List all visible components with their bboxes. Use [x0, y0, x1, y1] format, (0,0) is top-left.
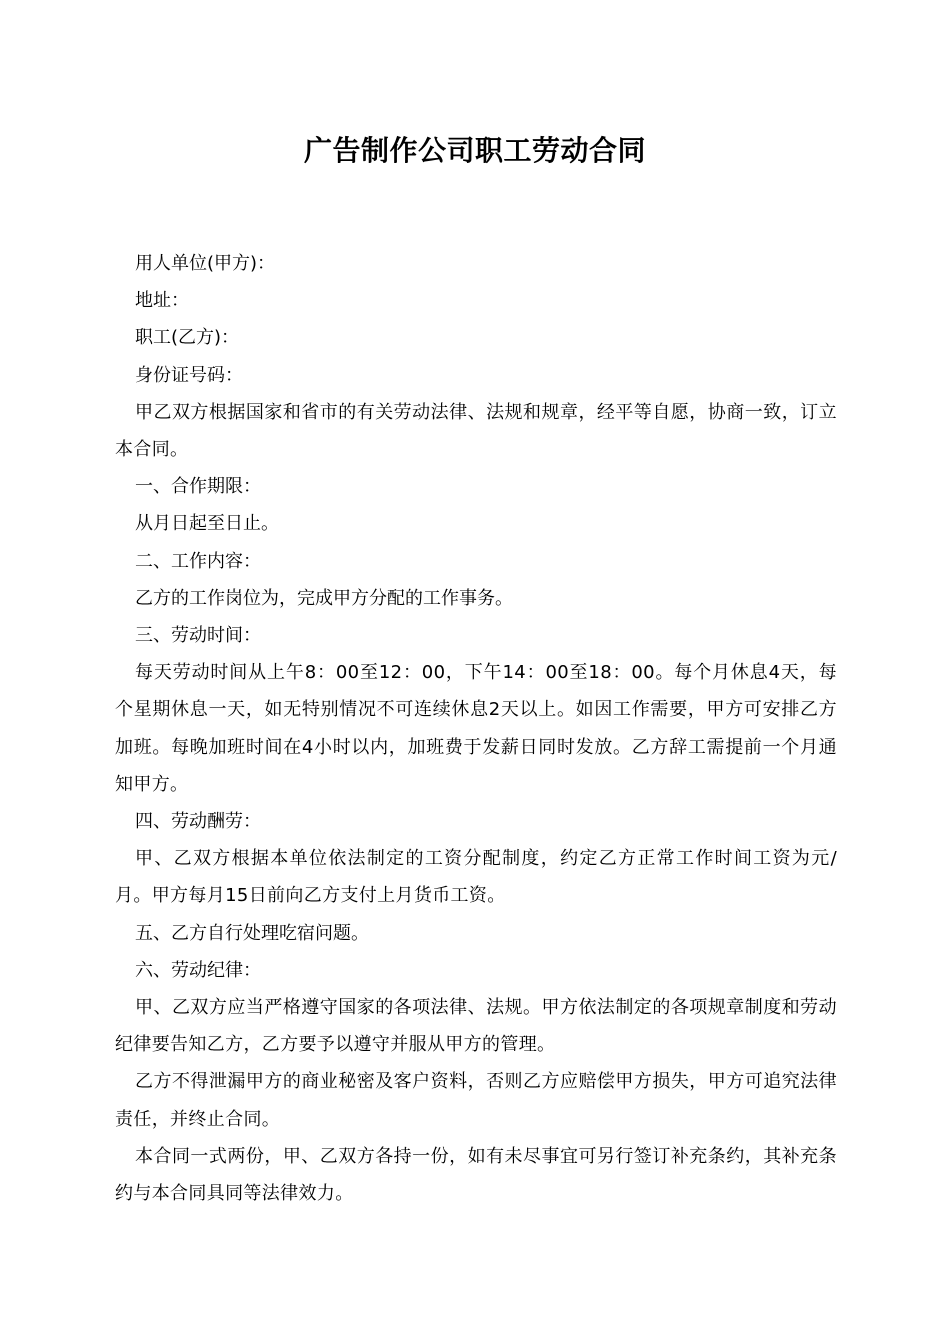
- section-2-text: 乙方的工作岗位为，完成甲方分配的工作事务。: [135, 587, 513, 609]
- section-4-text: 甲、乙双方根据本单位依法制定的工资分配制度，约定乙方正常工作时间工资为元/月。甲方每月15日前向乙方支付上月货币工资。: [115, 848, 837, 907]
- employer-field-label: 用人单位(甲方)：: [135, 253, 276, 274]
- closing-paragraph: 本合同一式两份，甲、乙双方各持一份，如有未尽事宜可另行签订补充条约，其补充条约与本合同具同等法律效力。: [115, 1145, 837, 1205]
- preamble-paragraph: 甲乙双方根据国家和省市的有关劳动法律、法规和规章，经平等自愿，协商一致，订立本合同。: [115, 401, 837, 461]
- employee-field-label: 职工(乙方)：: [135, 327, 240, 349]
- section-1-text: 从月日起至日止。: [135, 513, 279, 535]
- address-field-label: 地址：: [135, 290, 189, 312]
- section-3-text: 每天劳动时间从上午8：00至12：00，下午14：00至18：00。每个月休息4天，每个星期休息一天，如无特别情况不可连续休息2天以上。如因工作需要，甲方可安排乙方加班。每晚加班时间在4小时以内，加班费于发薪日同时发放。乙方辞工需提前一个月通知甲方。: [115, 662, 837, 795]
- section-1-heading: 一、合作期限：: [135, 476, 261, 498]
- section-4-heading: 四、劳动酬劳：: [135, 811, 261, 833]
- id-number-field-label: 身份证号码：: [135, 364, 243, 386]
- section-5-heading: 五、乙方自行处理吃宿问题。: [135, 922, 369, 944]
- document-title: 广告制作公司职工劳动合同: [303, 134, 646, 167]
- section-2-heading: 二、工作内容：: [135, 550, 261, 572]
- section-3-heading: 三、劳动时间：: [135, 625, 261, 647]
- document-body: [115, 245, 837, 1212]
- section-6-text-1: 甲、乙双方应当严格遵守国家的各项法律、法规。甲方依法制定的各项规章制度和劳动纪律要告知乙方，乙方要予以遵守并服从甲方的管理。: [115, 997, 837, 1056]
- section-6-heading: 六、劳动纪律：: [135, 959, 261, 981]
- section-6-text-2: 乙方不得泄漏甲方的商业秘密及客户资料，否则乙方应赔偿甲方损失，甲方可追究法律责任，并终止合同。: [115, 1071, 837, 1130]
